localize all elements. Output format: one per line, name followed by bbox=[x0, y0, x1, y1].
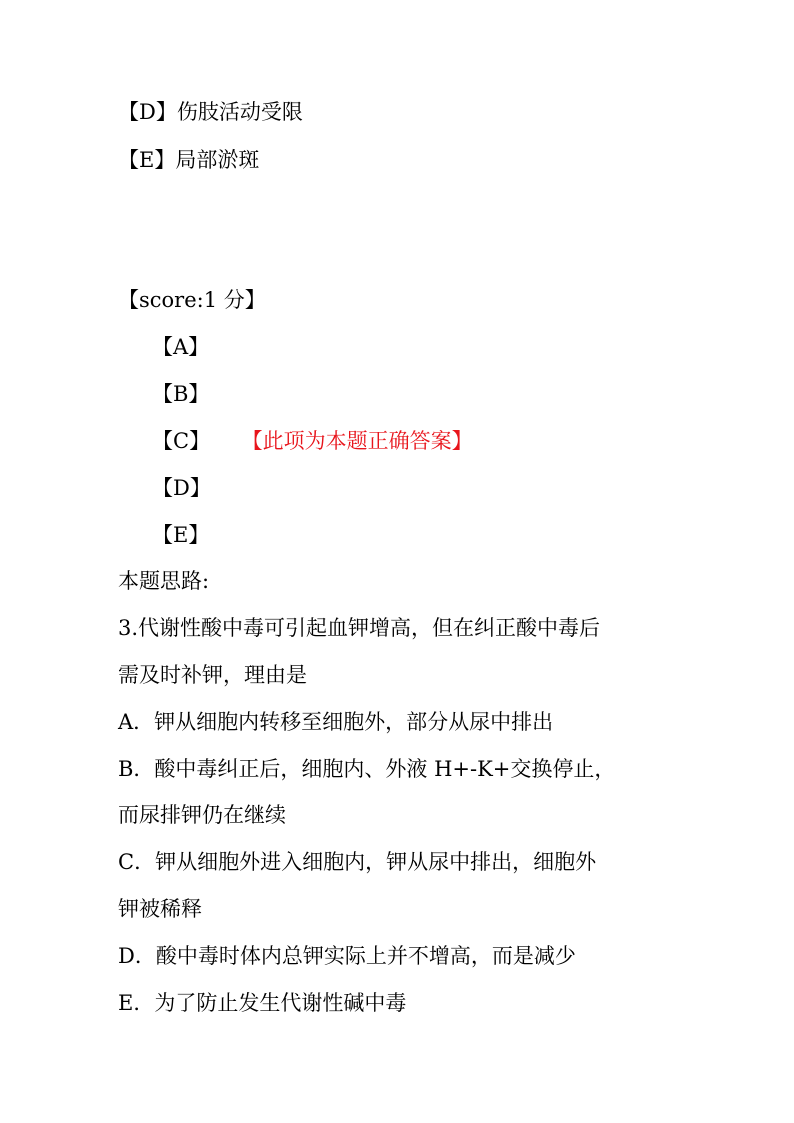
question-3-option-c-line-2: 钾被稀释 bbox=[118, 897, 202, 921]
correct-answer-marker: 【此项为本题正确答案】 bbox=[252, 429, 473, 453]
answer-option-a: 【A】 bbox=[152, 335, 210, 359]
question-3-option-c-line-1: C．钾从细胞外进入细胞内，钾从尿中排出，细胞外 bbox=[118, 850, 597, 874]
question-3-option-b-line-2: 而尿排钾仍在继续 bbox=[118, 803, 286, 827]
answer-option-e: 【E】 bbox=[152, 523, 210, 547]
prev-option-d: 【D】伤肢活动受限 bbox=[118, 100, 303, 124]
question-3-stem-line-2: 需及时补钾，理由是 bbox=[118, 663, 307, 687]
question-3-option-b-line-1: B．酸中毒纠正后，细胞内、外液 H+-K+交换停止， bbox=[118, 757, 616, 781]
question-3-option-d: D．酸中毒时体内总钾实际上并不增高，而是减少 bbox=[118, 944, 576, 968]
answer-option-d: 【D】 bbox=[152, 476, 211, 500]
answer-option-c-row bbox=[152, 426, 473, 456]
question-3-option-e: E．为了防止发生代谢性碱中毒 bbox=[118, 991, 407, 1015]
score-label: 【score:1 分】 bbox=[118, 288, 266, 312]
explanation-label: 本题思路: bbox=[118, 569, 210, 593]
prev-option-e: 【E】局部淤斑 bbox=[118, 148, 260, 172]
question-3-option-a: A．钾从细胞内转移至细胞外，部分从尿中排出 bbox=[118, 710, 554, 734]
question-3-stem-line-1: 3.代谢性酸中毒可引起血钾增高，但在纠正酸中毒后 bbox=[118, 616, 601, 640]
answer-option-c: 【C】 bbox=[152, 429, 211, 453]
answer-option-b: 【B】 bbox=[152, 382, 210, 406]
